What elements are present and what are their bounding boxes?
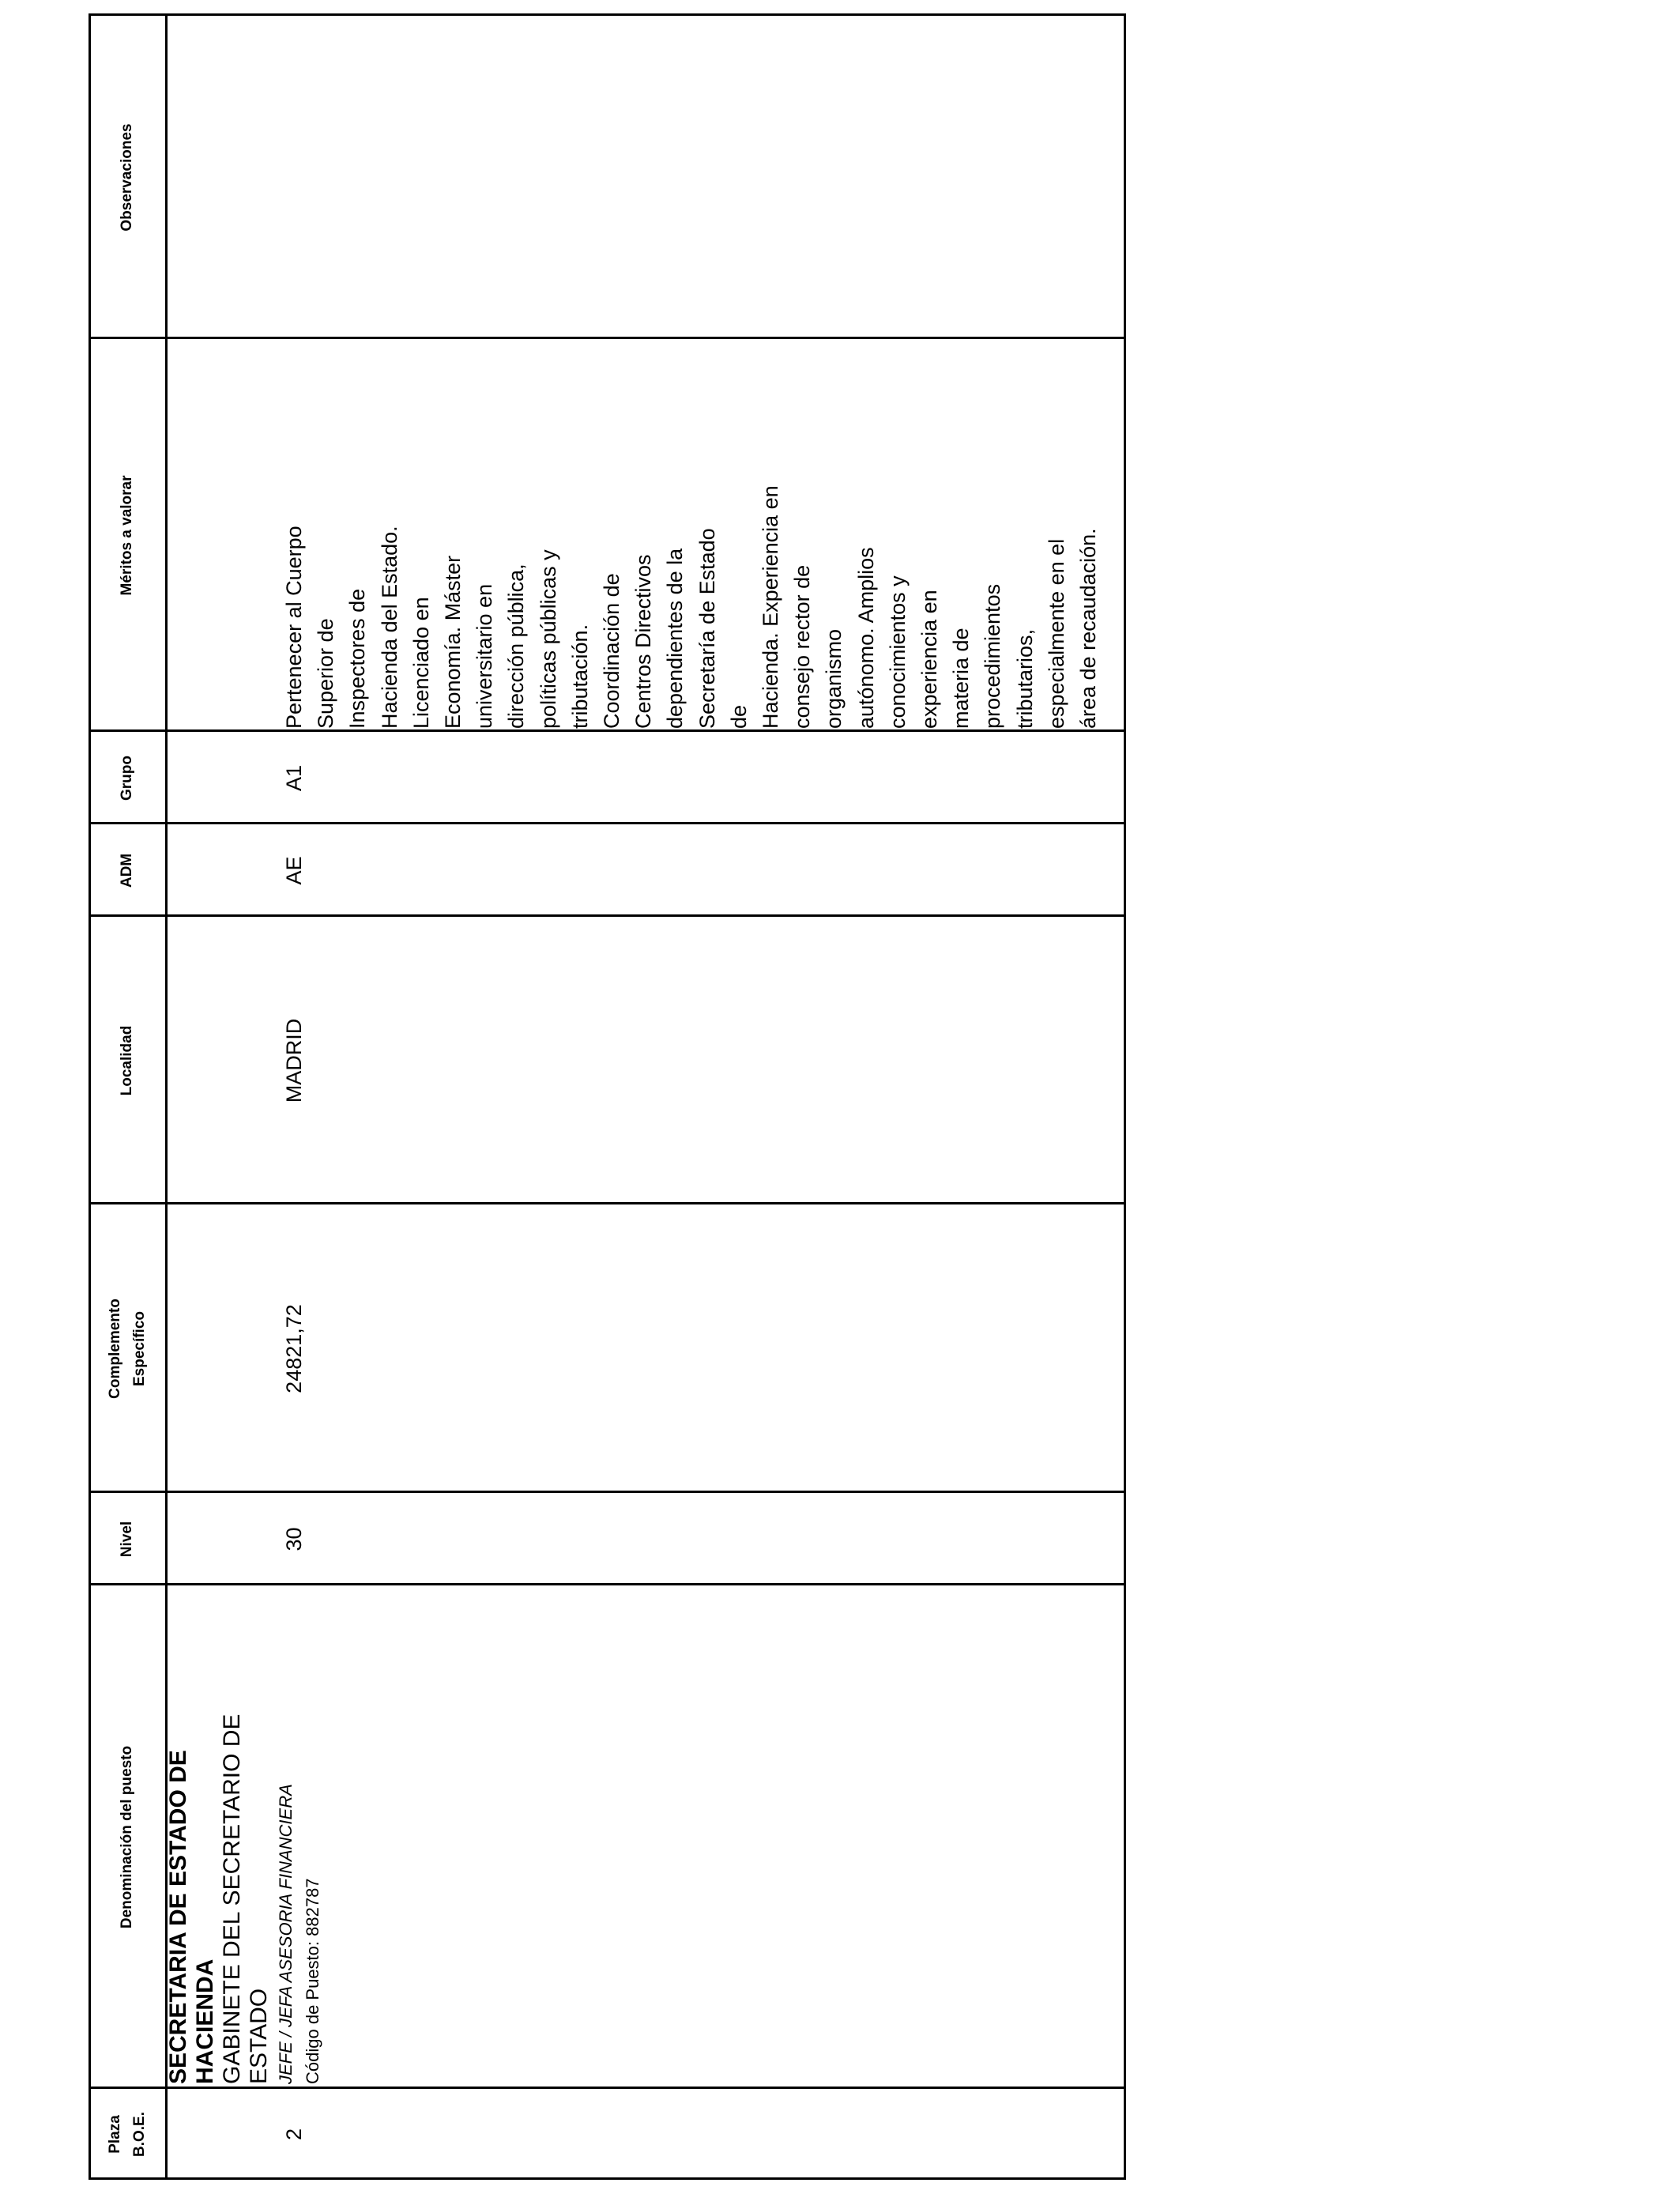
- meritos-line: organismo: [822, 628, 846, 729]
- organismo-title-continued: HACIENDA: [192, 1958, 218, 2084]
- localidad-value: MADRID: [282, 1018, 306, 1103]
- meritos-line: autónomo. Amplios: [853, 547, 878, 729]
- meritos-line: Coordinación de: [600, 573, 624, 729]
- header-nivel: [89, 1493, 165, 1585]
- unidad-title: GABINETE DEL SECRETARIO DE: [219, 1713, 245, 2084]
- unidad-title-continued: ESTADO: [246, 1988, 272, 2084]
- column-border: [89, 729, 1126, 732]
- header-observaciones-label: Observaciones: [119, 123, 135, 232]
- meritos-line: dependientes de la: [663, 548, 687, 729]
- complemento-value: 24821,72: [282, 1304, 306, 1393]
- meritos-line: conocimientos y: [885, 575, 910, 729]
- column-border: [89, 13, 1126, 16]
- header-complemento-label: Complemento: [106, 1299, 123, 1399]
- meritos-line: Superior de: [314, 618, 338, 729]
- meritos-line: Inspectores de: [345, 588, 370, 729]
- header-grupo-label: Grupo: [119, 756, 135, 801]
- header-boe-label: B.O.E.: [130, 2112, 148, 2158]
- column-border: [89, 337, 1126, 339]
- header-especifico-label: Específico: [130, 1310, 148, 1387]
- header-localidad: [89, 917, 165, 1204]
- column-border: [89, 1583, 1126, 1585]
- nivel-value: 30: [282, 1527, 306, 1551]
- meritos-line: de: [726, 704, 751, 729]
- vacancy-table: [89, 13, 1126, 2180]
- header-denominacion-label: Denominación del puesto: [119, 1745, 135, 1929]
- meritos-line: materia de: [949, 628, 974, 729]
- meritos-line: dirección pública,: [504, 564, 529, 729]
- meritos-line: especialmente en el: [1044, 538, 1068, 729]
- column-border: [89, 1202, 1126, 1204]
- header-grupo: [89, 732, 165, 824]
- meritos-line: Secretaría de Estado: [695, 528, 719, 729]
- puesto-denominacion: JEFE / JEFA ASESORIA FINANCIERA: [276, 1784, 296, 2084]
- header-plaza-label: Plaza: [106, 2115, 123, 2154]
- column-border: [89, 914, 1126, 917]
- meritos-line: procedimientos: [981, 583, 1005, 729]
- plaza-value: 2: [282, 2128, 306, 2141]
- column-border: [89, 822, 1126, 824]
- meritos-line: Economía. Máster: [441, 555, 465, 729]
- header-observaciones: [89, 16, 165, 339]
- meritos-line: universitario en: [473, 583, 497, 729]
- meritos-line: políticas públicas y: [536, 549, 560, 729]
- adm-value: AE: [282, 856, 306, 885]
- column-border: [89, 2177, 1126, 2180]
- meritos-line: Pertenecer al Cuerpo: [282, 526, 306, 729]
- meritos-line: tributarios,: [1012, 628, 1037, 729]
- section-heading: [165, 1714, 326, 2084]
- header-localidad-label: Localidad: [119, 1025, 135, 1096]
- grupo-value: A1: [282, 764, 306, 792]
- header-complemento: [89, 1204, 165, 1493]
- column-border: [89, 2087, 1126, 2089]
- column-border: [89, 1491, 1126, 1493]
- header-denominacion: [89, 1585, 165, 2089]
- meritos-line: experiencia en: [917, 590, 942, 729]
- codigo-puesto: Código de Puesto: 882787: [303, 1878, 322, 2084]
- meritos-value: [278, 485, 1104, 729]
- meritos-line: consejo rector de: [790, 564, 815, 729]
- meritos-line: área de recaudación.: [1076, 528, 1101, 729]
- header-adm: [89, 824, 165, 917]
- header-meritos-label: Méritos a valorar: [119, 475, 135, 596]
- header-adm-label: ADM: [119, 853, 135, 888]
- header-nivel-label: Nivel: [119, 1521, 135, 1558]
- meritos-line: tributación.: [567, 624, 592, 729]
- header-plaza: [89, 2089, 165, 2180]
- header-meritos: [89, 339, 165, 732]
- meritos-line: Hacienda. Experiencia en: [759, 485, 783, 729]
- organismo-title: SECRETARIA DE ESTADO DE: [165, 1750, 191, 2084]
- meritos-line: Licenciado en: [409, 597, 433, 729]
- meritos-line: Hacienda del Estado.: [377, 526, 401, 729]
- meritos-line: Centros Directivos: [631, 554, 656, 729]
